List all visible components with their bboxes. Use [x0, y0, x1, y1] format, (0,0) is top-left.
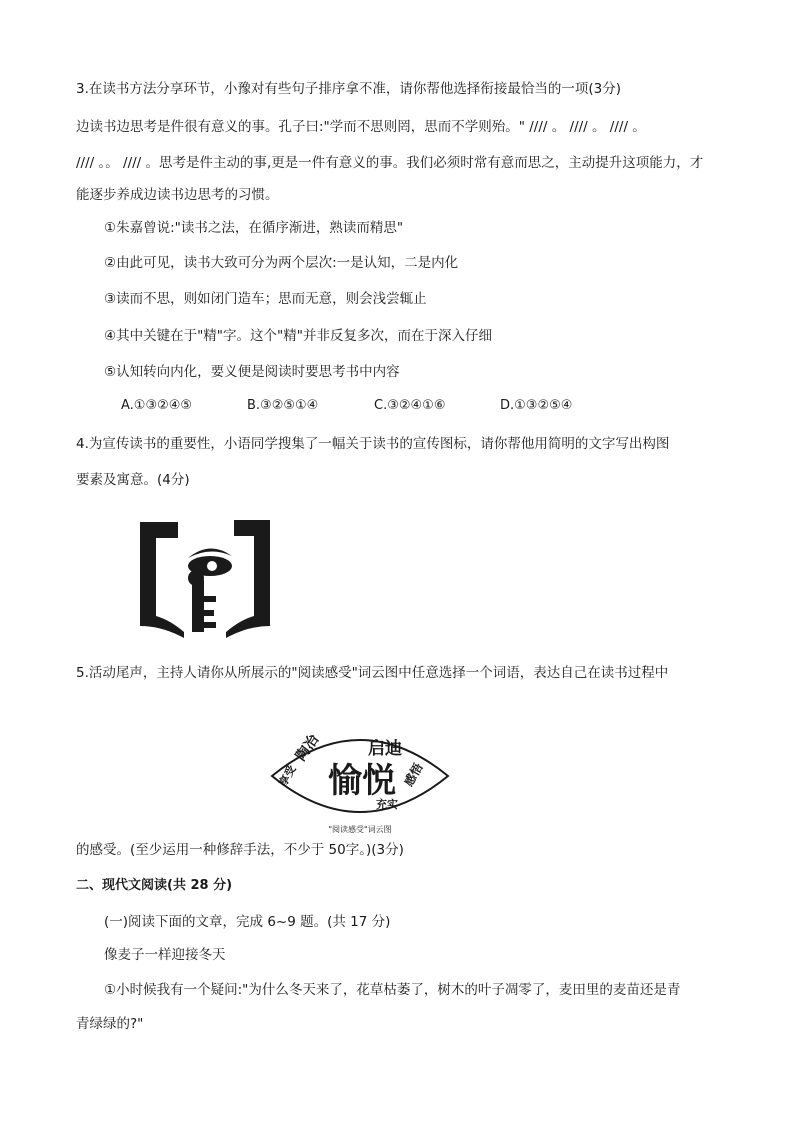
q5-stem-line2: 的感受。(至少运用一种修辞手法，不少于 50字。)(3分)	[76, 842, 404, 858]
cloud-word-yuyue: 愉悦	[328, 761, 396, 801]
option-c: C.③②④①⑥	[374, 398, 446, 413]
option-d: D.①③②⑤④	[500, 398, 573, 413]
q3-options	[0, 398, 793, 418]
reading-poster-icon	[130, 516, 280, 640]
article-title: 像麦子一样迎接冬天	[104, 947, 226, 963]
word-cloud-caption: "阅读感受"词云图	[328, 825, 392, 834]
cloud-word-taoye: 陶冶	[293, 731, 323, 765]
q3-sentence-1: ①朱嘉曾说:"读书之法，在循序渐进，熟读而精思"	[104, 220, 404, 236]
cloud-word-qidi: 启迪	[368, 739, 402, 759]
q3-passage-line3: 能逐步养成边读书边思考的习惯。	[76, 187, 279, 203]
q4-stem-line1: 4.为宣传读书的重要性，小语同学搜集了一幅关于读书的宣传图标，请你帮他用简明的文字写出构图	[76, 436, 670, 452]
article-paragraph1-line2: 青绿绿的?"	[76, 1016, 144, 1032]
option-a: A.①③②④⑤	[121, 398, 193, 413]
cloud-word-chongshi: 充实	[376, 798, 398, 811]
article-paragraph1-line1: ①小时候我有一个疑问:"为什么冬天来了，花草枯萎了，树木的叶子凋零了，麦田里的麦苗还是青	[104, 982, 681, 998]
option-b: B.③②⑤①④	[247, 398, 319, 413]
q3-sentence-5: ⑤认知转向内化，要义便是阅读时要思考书中内容	[104, 364, 400, 380]
reading-feelings-word-cloud	[268, 718, 452, 838]
q4-stem-line2: 要素及寓意。(4分)	[76, 472, 190, 488]
q3-sentence-4: ④其中关键在于"精"字。这个"精"并非反复多次，而在于深入仔细	[104, 328, 492, 344]
section-heading: 二、现代文阅读(共 28 分)	[76, 878, 233, 893]
q3-sentence-3: ③读而不思，则如闭门造车；思而无意，则会浅尝辄止	[104, 291, 427, 307]
q3-stem: 3.在读书方法分享环节，小豫对有些句子排序拿不准，请你帮他选择衔接最恰当的一项(3分)	[76, 81, 622, 97]
q3-passage-line2: //// 。。 //// 。思考是件主动的事,更是一件有意义的事。我们必须时常有意而思之，主动提升这项能力，才	[76, 155, 704, 171]
cloud-word-xiangshou: 享受	[276, 763, 299, 789]
cloud-word-ganwu: 感悟	[401, 760, 426, 789]
q5-stem-line1: 5.活动尾声，主持人请你从所展示的"阅读感受"词云图中任意选择一个词语，表达自己在读书过程中	[76, 665, 669, 681]
q3-passage-line1: 边读书边思考是件很有意义的事。孔子曰:"学而不思则罔，思而不学则殆。" //// 。 //// 。 //// 。	[76, 119, 646, 135]
q3-sentence-2: ②由此可见，读书大致可分为两个层次:一是认知，二是内化	[104, 255, 459, 271]
reading-instruction: (一)阅读下面的文章，完成 6~9 题。(共 17 分)	[104, 914, 391, 930]
